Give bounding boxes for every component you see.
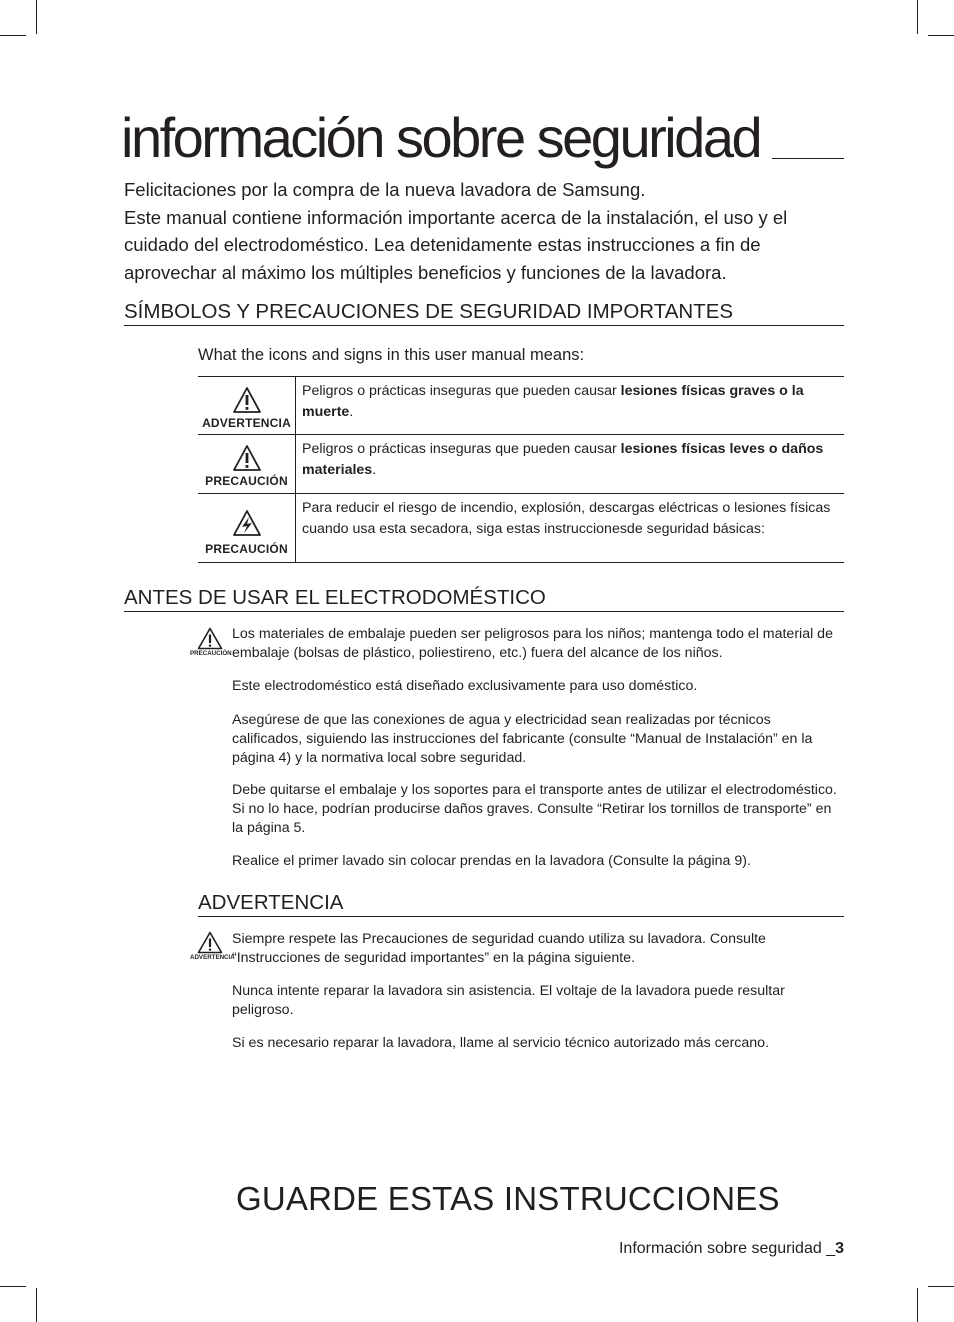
intro-line: Este manual contiene información importante acerca de la instalación, el uso y el cuidado del electrodoméstico. Lea detenidamente estas instrucciones a fin de aprovechar al máximo los múltiples beneficios y funciones de la lavadora. <box>124 206 788 283</box>
page-title-rule <box>121 104 844 169</box>
paragraph: Este electrodoméstico está diseñado exclusivamente para uso doméstico. <box>232 678 698 694</box>
description-cell <box>296 494 845 563</box>
paragraph: Realice el primer lavado sin colocar prendas en la lavadora (Consulte la página 9). <box>232 853 751 869</box>
paragraph: Nunca intente reparar la lavadora sin asistencia. El voltaje de la lavadora puede resultar peligroso. <box>232 983 785 1018</box>
icon-cell <box>198 435 296 494</box>
intro-text <box>124 176 854 286</box>
intro-line: Felicitaciones por la compra de la nueva lavadora de Samsung. <box>124 179 646 200</box>
save-instructions-title: GUARDE ESTAS INSTRUCCIONES <box>236 1180 780 1217</box>
paragraph: Asegúrese de que las conexiones de agua y electricidad sean realizadas por técnicos calificados, siguiendo las instrucciones del fabricante (consulte “Manual de Instalación” en la página 4) y la normativa local sobre seguridad. <box>232 712 813 766</box>
table-row <box>198 377 844 435</box>
crop-mark <box>0 1286 26 1287</box>
paragraph: Siempre respete las Precauciones de seguridad cuando utiliza su lavadora. Consulte “Instrucciones de seguridad importantes” en la página siguiente. <box>232 931 766 966</box>
crop-mark <box>928 1286 954 1287</box>
icon-label: PRECAUCIÓN <box>205 542 288 556</box>
crop-mark <box>36 1288 37 1322</box>
crop-mark <box>36 0 37 34</box>
crop-mark <box>928 35 954 36</box>
crop-mark <box>917 1288 918 1322</box>
warning-triangle-icon <box>197 931 223 954</box>
warning-triangle-icon <box>197 627 223 650</box>
description-bold: lesiones físicas leves o daños materiales <box>302 441 824 478</box>
warning-triangle-icon <box>232 444 262 472</box>
footer-label: Información sobre seguridad _ <box>618 1240 836 1257</box>
description-cell <box>296 377 845 435</box>
icon-label: PRECAUCIÓN <box>205 474 288 488</box>
page-footer <box>619 1240 844 1258</box>
table-row <box>198 494 844 563</box>
description-text: Para reducir el riesgo de incendio, explosión, descargas eléctricas o lesiones físicas cuando usa esta secadora, siga estas instruccionesde seguridad básicas: <box>302 500 831 537</box>
icon-label: PRECAUCIÓN <box>190 650 232 657</box>
icon-cell <box>198 377 296 435</box>
paragraph: Debe quitarse el embalaje y los soportes para el transporte antes de utilizar el electrodoméstico. Si no lo hace, podrían producirse daños graves. Consulte “Retirar los tornillos de transporte” en la página 5. <box>232 782 837 836</box>
icon-cell <box>198 494 296 563</box>
page-title: información sobre seguridad <box>121 110 772 166</box>
description-cell <box>296 435 845 494</box>
icon-label: ADVERTENCIA <box>202 416 291 430</box>
description-text: Peligros o prácticas inseguras que pueden causar <box>302 441 621 457</box>
symbols-table <box>198 376 844 563</box>
paragraph: Si es necesario reparar la lavadora, llame al servicio técnico autorizado más cercano. <box>232 1035 770 1051</box>
warning-triangle-icon <box>232 386 262 414</box>
table-caption: What the icons and signs in this user manual means: <box>198 346 585 364</box>
section-heading-warning: ADVERTENCIA <box>198 891 844 917</box>
paragraph: Los materiales de embalaje pueden ser peligrosos para los niños; mantenga todo el material de embalaje (bolsas de plástico, poliestireno, etc.) fuera del alcance de los niños. <box>232 626 833 661</box>
section-heading-symbols: SÍMBOLOS Y PRECAUCIONES DE SEGURIDAD IMPORTANTES <box>124 300 844 326</box>
icon-label: ADVERTENCIA <box>190 954 235 961</box>
section-heading-before-use: ANTES DE USAR EL ELECTRODOMÉSTICO <box>124 586 844 612</box>
table-row <box>198 435 844 494</box>
description-bold: lesiones físicas graves o la muerte <box>302 383 804 420</box>
page-number: 3 <box>835 1240 844 1257</box>
description-suffix: . <box>372 461 377 478</box>
description-text: Peligros o prácticas inseguras que pueden causar <box>302 383 621 399</box>
crop-mark <box>917 0 918 34</box>
electric-shock-triangle-icon <box>232 509 262 537</box>
description-suffix: . <box>349 403 354 420</box>
crop-mark <box>0 35 26 36</box>
